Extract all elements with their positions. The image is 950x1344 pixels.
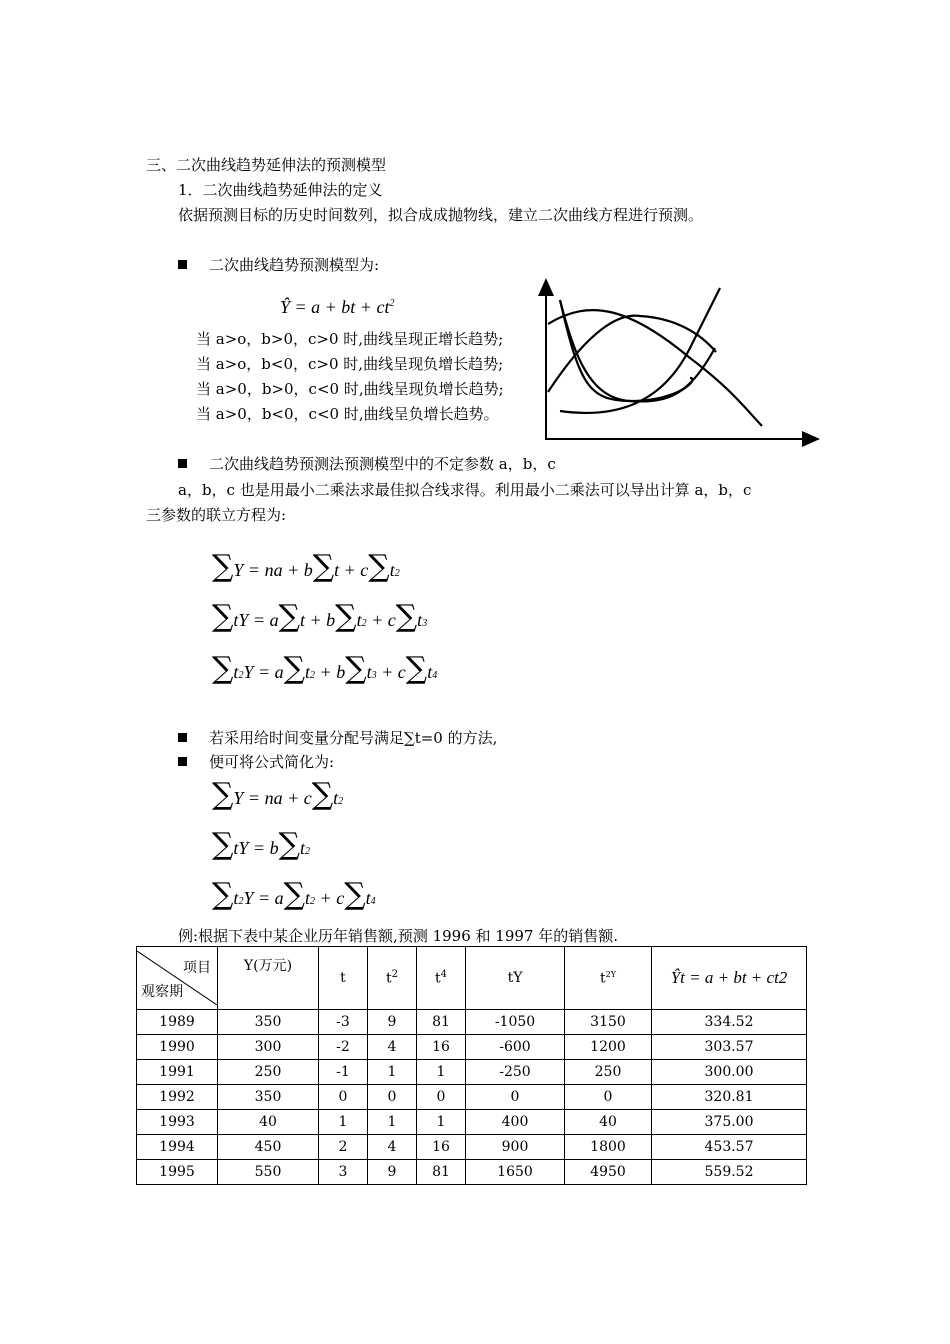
least-squares-line1: a，b，c 也是用最小二乘法求最佳拟合线求得。利用最小二乘法可以导出计算 a，b，c: [178, 481, 752, 499]
table-cell: 3150: [565, 1010, 652, 1035]
table-cell: -600: [466, 1035, 565, 1060]
table-cell: 250: [565, 1060, 652, 1085]
table-cell: 1: [417, 1060, 466, 1085]
table-cell: 1993: [137, 1110, 218, 1135]
table-cell: 2: [319, 1135, 368, 1160]
table-cell: 4: [368, 1135, 417, 1160]
header-yhat-formula: Ŷt = a + bt + ct2: [652, 947, 807, 1010]
bullet-sum-zero: [178, 731, 497, 746]
table-cell: 1991: [137, 1060, 218, 1085]
condition-2: 当 a>o，b<0，c>0 时,曲线呈现负增长趋势;: [196, 355, 504, 373]
table-cell: 303.57: [652, 1035, 807, 1060]
sales-table: [136, 946, 807, 1185]
bullet-square-icon: [178, 260, 187, 269]
table-cell: 1650: [466, 1160, 565, 1185]
table-cell: 559.52: [652, 1160, 807, 1185]
curve-rising: [560, 288, 720, 413]
table-cell: 16: [417, 1035, 466, 1060]
bullet-model-intro: [178, 258, 379, 273]
table-cell: 300: [218, 1035, 319, 1060]
condition-1: 当 a>o，b>0，c>0 时,曲线呈现正增长趋势;: [196, 330, 504, 348]
least-squares-line2: 三参数的联立方程为:: [146, 506, 287, 524]
simplified-equation-1: ∑Y = na + c∑t2: [212, 777, 344, 812]
table-cell: 16: [417, 1135, 466, 1160]
table-cell: 81: [417, 1010, 466, 1035]
header-t2y: $t^{2Y}$: [565, 947, 652, 1010]
bullet-simplify-text: 便可将公式简化为:: [209, 753, 335, 771]
table-cell: -3: [319, 1010, 368, 1035]
condition-3: 当 a>0，b>0，c<0 时,曲线呈现负增长趋势;: [196, 380, 504, 398]
table-cell: 9: [368, 1160, 417, 1185]
table-cell: 1800: [565, 1135, 652, 1160]
model-rhs: = a + bt + ct: [294, 297, 390, 317]
normal-equation-3: ∑t2Y = a∑t2 + b∑t3 + c∑t4: [212, 651, 438, 686]
table-cell: 1992: [137, 1085, 218, 1110]
table-cell: 0: [466, 1085, 565, 1110]
table-row: [137, 1160, 807, 1185]
table-row: [137, 1135, 807, 1160]
table-cell: 0: [368, 1085, 417, 1110]
bullet-square-icon: [178, 459, 187, 468]
model-exp: 2: [389, 298, 395, 309]
table-row: [137, 1085, 807, 1110]
simplified-equation-2: ∑tY = b∑t2: [212, 827, 311, 862]
subsection-heading: 1．二次曲线趋势延伸法的定义: [178, 181, 383, 199]
header-t2: $t^2$: [368, 947, 417, 1010]
bullet-simplify: [178, 755, 334, 770]
table-cell: 400: [466, 1110, 565, 1135]
table-cell: 3: [319, 1160, 368, 1185]
bullet-square-icon: [178, 757, 187, 766]
table-cell: -1050: [466, 1010, 565, 1035]
section-heading: 三、二次曲线趋势延伸法的预测模型: [146, 156, 387, 174]
bullet-model-text: 二次曲线趋势预测模型为:: [209, 256, 380, 274]
table-cell: 9: [368, 1010, 417, 1035]
header-y: Y(万元): [218, 947, 319, 1010]
table-cell: 1990: [137, 1035, 218, 1060]
table-cell: 40: [565, 1110, 652, 1135]
table-row: [137, 1010, 807, 1035]
table-header-row: [137, 947, 807, 1010]
table-cell: 900: [466, 1135, 565, 1160]
corner-bottom-label: 观察期: [141, 984, 183, 1000]
table-cell: 334.52: [652, 1010, 807, 1035]
bullet-square-icon: [178, 733, 187, 742]
table-cell: 350: [218, 1085, 319, 1110]
table-cell: 1989: [137, 1010, 218, 1035]
table-row: [137, 1060, 807, 1085]
table-cell: 0: [319, 1085, 368, 1110]
table-cell: -1: [319, 1060, 368, 1085]
table-cell: -250: [466, 1060, 565, 1085]
table-cell: 300.00: [652, 1060, 807, 1085]
table-cell: 0: [565, 1085, 652, 1110]
table-cell: 1: [368, 1060, 417, 1085]
table-row: [137, 1035, 807, 1060]
table-cell: 1995: [137, 1160, 218, 1185]
table-cell: 81: [417, 1160, 466, 1185]
table-cell: 1: [368, 1110, 417, 1135]
corner-header-cell: [137, 947, 218, 1010]
table-cell: 375.00: [652, 1110, 807, 1135]
model-formula: [280, 298, 394, 316]
bullet-params: [178, 457, 556, 472]
table-row: [137, 1110, 807, 1135]
quadratic-curves-figure: [530, 268, 826, 450]
table-cell: 1200: [565, 1035, 652, 1060]
table-cell: 450: [218, 1135, 319, 1160]
table-cell: 1: [417, 1110, 466, 1135]
table-cell: -2: [319, 1035, 368, 1060]
simplified-equation-3: ∑t2Y = a∑t2 + c∑t4: [212, 877, 376, 912]
condition-4: 当 a>0，b<0，c<0 时,曲线呈负增长趋势。: [196, 405, 499, 423]
yhat-symbol: Ŷ: [280, 297, 291, 317]
table-cell: 40: [218, 1110, 319, 1135]
corner-top-label: 项目: [183, 960, 211, 976]
table-cell: 320.81: [652, 1085, 807, 1110]
normal-equation-2: ∑tY = a∑t + b∑t2 + c∑t3: [212, 599, 428, 634]
bullet-sum-zero-text: 若采用给时间变量分配号满足∑t=0 的方法,: [209, 729, 498, 747]
table-cell: 4950: [565, 1160, 652, 1185]
normal-equation-1: ∑Y = na + b∑t + c∑t2: [212, 549, 400, 584]
header-t: t: [319, 947, 368, 1010]
header-t4: $t^4$: [417, 947, 466, 1010]
table-cell: 453.57: [652, 1135, 807, 1160]
definition-text: 依据预测目标的历史时间数列，拟合成成抛物线，建立二次曲线方程进行预测。: [178, 206, 704, 224]
bullet-params-text: 二次曲线趋势预测法预测模型中的不定参数 a，b，c: [209, 455, 556, 473]
table-cell: 4: [368, 1035, 417, 1060]
header-ty: tY: [466, 947, 565, 1010]
table-cell: 0: [417, 1085, 466, 1110]
table-cell: 350: [218, 1010, 319, 1035]
table-cell: 250: [218, 1060, 319, 1085]
table-cell: 1994: [137, 1135, 218, 1160]
table-cell: 550: [218, 1160, 319, 1185]
table-cell: 1: [319, 1110, 368, 1135]
example-intro: 例:根据下表中某企业历年销售额,预测 1996 和 1997 年的销售额.: [178, 927, 619, 945]
